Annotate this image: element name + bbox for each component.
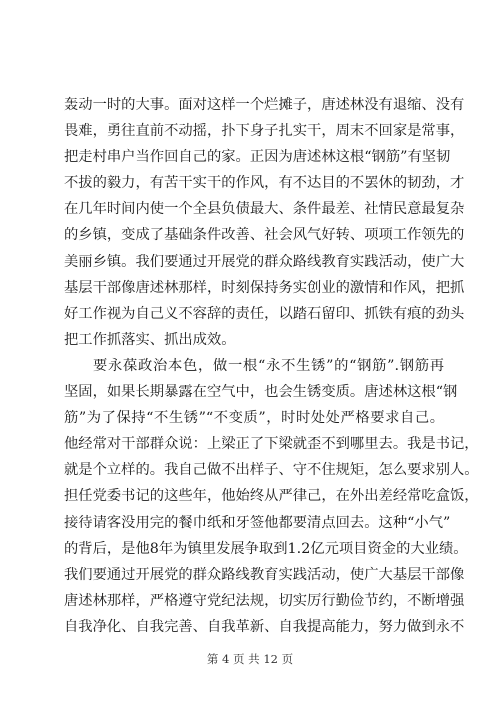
text-line: 就是个立样的。我自己做不出样子、守不住规矩，怎么要求别人。: [64, 462, 479, 479]
text-line: 好工作视为自己义不容辞的责任，以踏石留印、抓铁有痕的劲头: [64, 305, 465, 322]
text-line: 唐述林那样，严格遵守党纪法规，切实厉行勤俭节约，不断增强: [64, 592, 465, 609]
text-line: 把走村串户当作回自己的家。正因为唐述林这根“钢筋”有坚韧: [64, 149, 451, 166]
paragraph-2: [64, 353, 479, 640]
text-line: 担任党委书记的这些年，他始终从严律己，在外出差经常吃盒饭，: [64, 488, 479, 505]
text-line: 轰动一时的大事。面对这样一个烂摊子，唐述林没有退缩、没有: [64, 97, 465, 113]
text-line: 自我净化、自我完善、自我革新、自我提高能力，努力做到永不: [64, 618, 465, 635]
page-number-footer: 第 4 页 共 12 页: [206, 652, 294, 666]
text-line: 把工作抓落实、抓出成效。: [64, 331, 236, 348]
body-text: [64, 92, 479, 640]
text-line: 在几年时间内使一个全县负债最大、条件最差、社情民意最复杂: [64, 201, 465, 218]
text-line: 不拔的毅力，有苦干实干的作风，有不达目的不罢休的韧劲，才: [64, 175, 465, 192]
text-line: 我们要通过开展党的群众路线教育实践活动，使广大基层干部像: [64, 566, 465, 583]
text-line: 基层干部像唐述林那样，时刻保持务实创业的激情和作风，把抓: [64, 279, 465, 296]
text-line: 坚固，如果长期暴露在空气中，也会生锈变质。唐述林这根“钢: [64, 384, 458, 401]
paragraph-1: [64, 92, 465, 353]
text-line: 要永葆政治本色，做一根“永不生锈”的“钢筋”.钢筋再: [93, 357, 444, 374]
text-line: 的背后，是他8年为镇里发展争取到1.2亿元项目资金的大业绩。: [64, 540, 468, 557]
text-line: 接待请客没用完的餐巾纸和牙签他都要清点回去。这种“小气”: [64, 514, 451, 531]
text-line: 畏难，勇往直前不动摇，扑下身子扎实干，周末不回家是常事，: [64, 123, 465, 140]
text-line: 的乡镇，变成了基础条件改善、社会风气好转、项项工作领先的: [64, 227, 465, 244]
text-line: 美丽乡镇。我们要通过开展党的群众路线教育实践活动，使广大: [64, 253, 465, 270]
text-line: 他经常对干部群众说：上梁正了下梁就歪不到哪里去。我是书记，: [64, 436, 479, 453]
text-line: 筋”为了保持“不生锈”“不变质”，时时处处严格要求自己。: [64, 410, 444, 427]
